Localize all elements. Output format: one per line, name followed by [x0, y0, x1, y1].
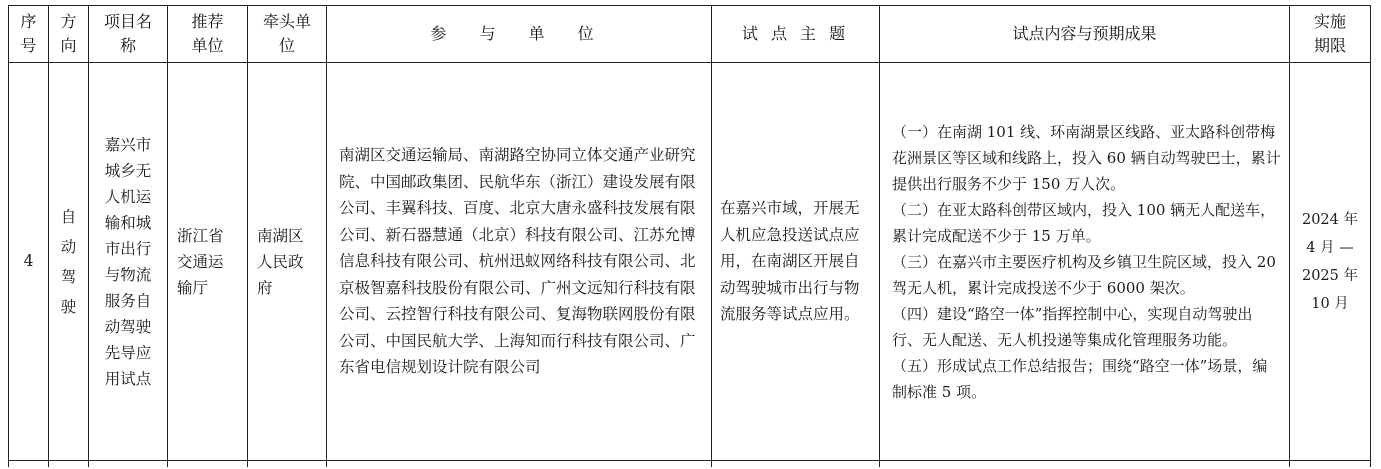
- header-project-name: 项目名称: [89, 6, 168, 63]
- cell-lead: 南湖区人民政府: [248, 63, 327, 461]
- cell-recommender: 浙江省交通运输厅: [168, 63, 248, 461]
- content-item-4: （四）建设“路空一体”指挥控制中心，实现自动驾驶出行、无人配送、无人机投递等集成化管理服务功能。: [892, 304, 1253, 349]
- cell-participants: 南湖区交通运输局、南湖路空协同立体交通产业研究院、中国邮政集团、民航华东（浙江）建设发展有限公司、丰翼科技、百度、北京大唐永盛科技发展有限公司、新石器慧通（北京）科技有限公司、江苏允博信息科技有限公司、杭州迅蚁网络科技有限公司、北京极智嘉科技股份有限公司、广州文远知行科技有限公司、云控智行科技有限公司、复海物联网股份有限公司、中国民航大学、上海知而行科技有限公司、广东省电信规划设计院有限公司: [327, 63, 712, 461]
- content-item-3: （三）在嘉兴市主要医疗机构及乡镇卫生院区域，投入 20 驾无人机，累计完成投送不少于 6000 架次。: [892, 252, 1276, 297]
- cell-project-name: 嘉兴市城乡无人机运输和城市出行与物流服务自动驾驶先导应用试点: [89, 63, 168, 461]
- content-item-5: （五）形成试点工作总结报告；围绕“路空一体”场景，编制标准 5 项。: [892, 356, 1268, 401]
- cell-theme: 在嘉兴市域，开展无人机应急投送试点应用，在南湖区开展自动驾驶城市出行与物流服务等试点应用。: [712, 63, 880, 461]
- header-theme: 试 点 主 题: [712, 6, 880, 63]
- content-item-1: （一）在南湖 101 线、环南湖景区线路、亚太路科创带梅花洲景区等区域和线路上，投入 60 辆自动驾驶巴士，累计提供出行服务不少于 150 万人次。: [892, 122, 1281, 193]
- next-row-edge: [9, 461, 1371, 468]
- header-content: 试点内容与预期成果: [880, 6, 1290, 63]
- header-recommender: 推荐单位: [168, 6, 248, 63]
- cell-no: 4: [9, 63, 49, 461]
- cell-content: [880, 63, 1290, 461]
- header-lead: 牵头单位: [248, 6, 327, 63]
- header-participants: 参 与 单 位: [327, 6, 712, 63]
- header-direction: 方向: [49, 6, 89, 63]
- header-period: 实施期限: [1290, 6, 1371, 63]
- table-row: [9, 63, 1371, 461]
- header-row: [9, 6, 1371, 63]
- cell-direction: 自动驾驶: [49, 63, 89, 461]
- pilot-project-table: [8, 5, 1371, 467]
- content-item-2: （二）在亚太路科创带区域内，投入 100 辆无人配送车，累计完成配送不少于 15 万单。: [892, 200, 1276, 245]
- cell-period: 2024 年 4 月 — 2025 年 10 月: [1290, 63, 1371, 461]
- header-no: 序号: [9, 6, 49, 63]
